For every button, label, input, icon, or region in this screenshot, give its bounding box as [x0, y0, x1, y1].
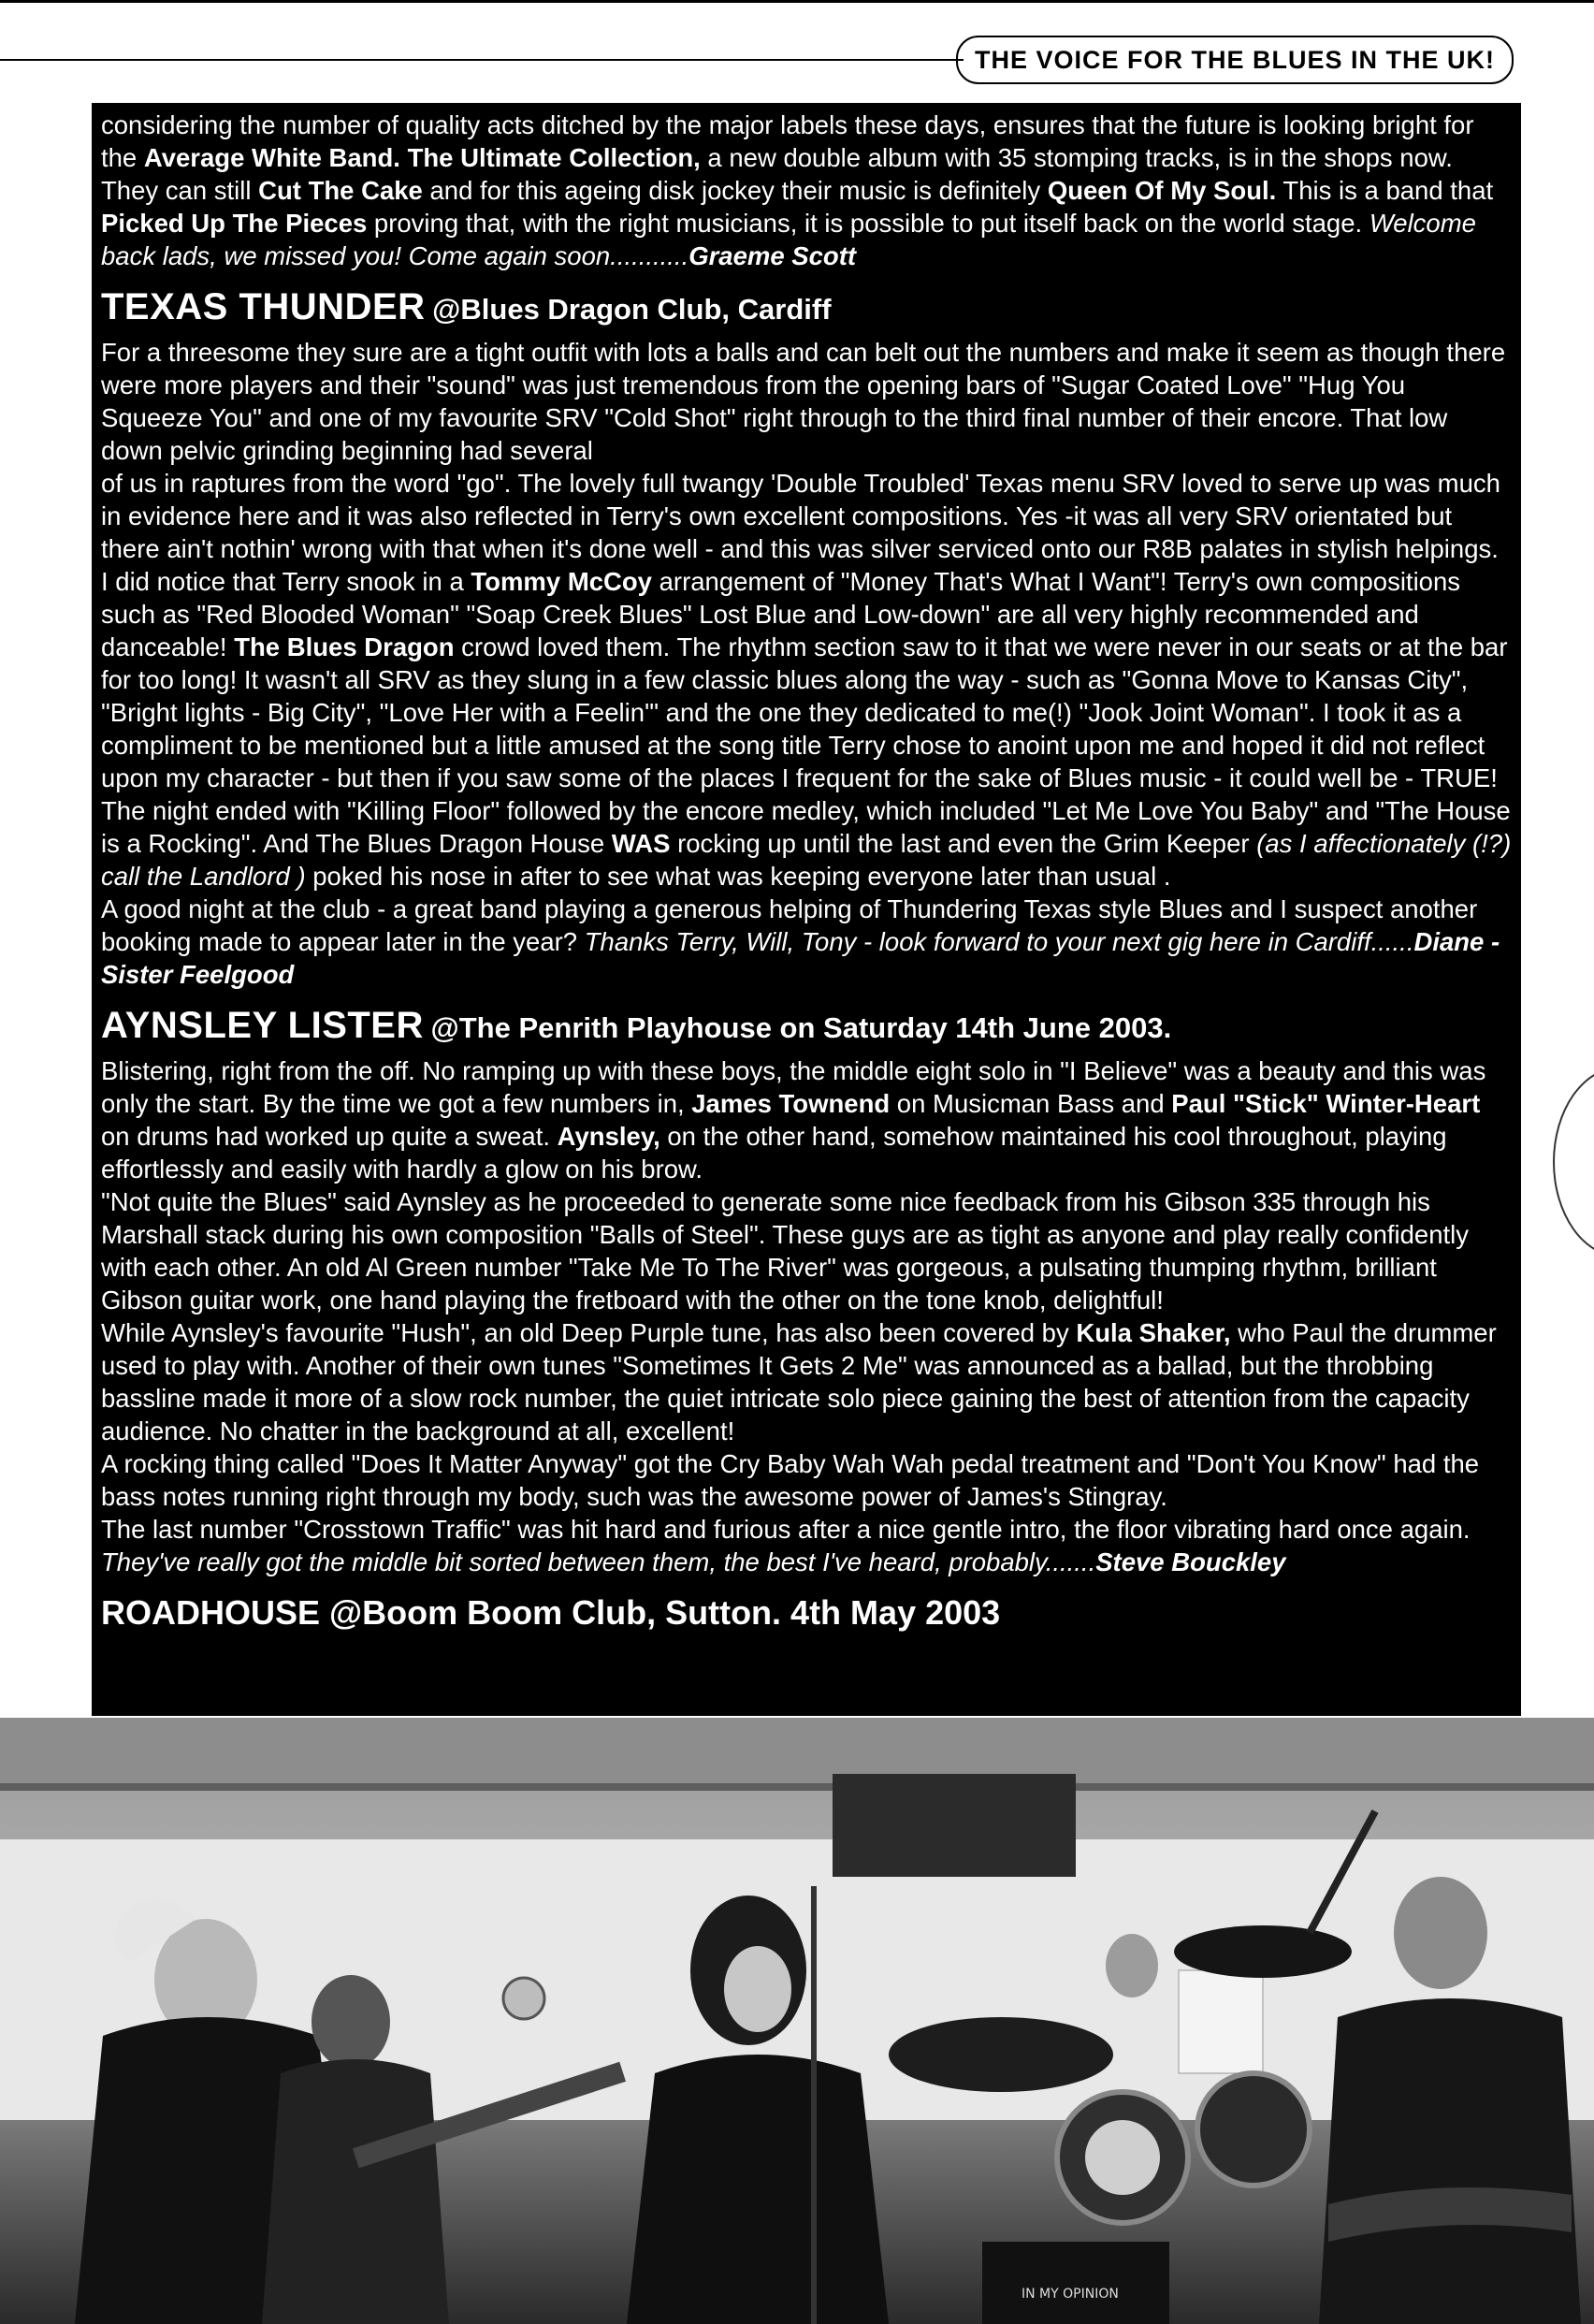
intro-closing: Welcome back lads, we missed you! Come again soon........... — [101, 209, 1476, 270]
aynsley-signature: Steve Bouckley — [1095, 1547, 1286, 1576]
page-header — [0, 36, 1594, 84]
texas-thunder-heading — [101, 283, 1512, 334]
intro-bold-3: Cut The Cake — [258, 176, 423, 205]
texas-venue: @Blues Dragon Club, Cardiff — [432, 293, 832, 326]
aynsley-band-name: AYNSLEY LISTER — [101, 1005, 424, 1046]
intro-bold-2: The Ultimate Collection, — [407, 143, 701, 172]
texas-paragraph-2: of us in raptures from the word "go". The lovely full twangy 'Double Troubled' Texas menu SRV loved to serve up was much in evidence here and it was also reflected in Terry's own excellent compositions. Yes -it was all very SRV orientated but there ain't nothin' wrong with that when it's done well - and this was silver serviced onto our R8B palates in stylish helpings. — [101, 469, 1500, 563]
band-photo — [0, 1718, 1594, 2324]
texas-paragraph-3: I did notice that Terry snook in a Tommy McCoy arrangement of "Money That's What I Want"! Terry's own compositions such as "Red Blooded Woman" "Soap Creek Blues" Lost Blue and Low-down" are all very highly recommended and danceable! The Blues Dragon crowd loved them. The rhythm section saw to it that we were never in our seats or at the bar for too long! It wasn't all SRV as they slung in a few classic blues along the way - such as "Gonna Move to Kansas City", "Bright lights - Big City", "Love Her with a Feelin'" and the one they dedicated to me(!) "Jook Joint Woman". I took it as a compliment to be mentioned but a little amused at the song title Terry chose to anoint upon me and hoped it did not reflect upon my character - but then if you saw some of the places I frequent for the sake of Blues music - it could well be - TRUE! The night ended with "Killing Floor" followed by the encore medley, which included "Let Me Love You Baby" and "The House is a Rocking". And The Blues Dragon House WAS rocking up until the last and even the Grim Keeper (as I affectionately (!?) call the Landlord ) poked his nose in after to see what was keeping everyone later than usual . — [101, 567, 1512, 891]
article-panel — [92, 103, 1521, 1716]
aynsley-paragraph-3: While Aynsley's favourite "Hush", an old Deep Purple tune, has also been covered by Kula Shaker, who Paul the drummer used to play with. Another of their own tunes "Sometimes It Gets 2 Me" was announced as a ballad, but the throbbing bassline made it more of a slow rock number, the quiet intricate solo piece gaining the best of attention from the capacity audience. No chatter in the background at all, excellent! — [101, 1318, 1497, 1445]
aynsley-venue: @The Penrith Playhouse on Saturday 14th June 2003. — [430, 1011, 1172, 1044]
aynsley-paragraph-4: A rocking thing called "Does It Matter Anyway" got the Cry Baby Wah Wah pedal treatment and "Don't You Know" had the bass notes running right through my body, such was the awesome power of James's Stingray. — [101, 1449, 1480, 1511]
intro-signature: Graeme Scott — [688, 241, 857, 270]
roadhouse-heading: ROADHOUSE @Boom Boom Club, Sutton. 4th May 2003 — [101, 1593, 1001, 1632]
texas-paragraph-4: A good night at the club - a great band playing a generous helping of Thundering Texas style Blues and I suspect another booking made to appear later in the year? Thanks Terry, Will, Tony - look forward to your next gig here in Cardiff......Diane - Sister Feelgood — [101, 894, 1500, 989]
page-edge-circle — [1553, 1067, 1594, 1257]
header-tagline: THE VOICE FOR THE BLUES IN THE UK! — [956, 36, 1514, 84]
aynsley-paragraph-5: The last number "Crosstown Traffic" was hit hard and furious after a nice gentle intro, the floor vibrating hard once again. They've really got the middle bit sorted between them, the best I've heard, probably.......Steve Bouckley — [101, 1515, 1471, 1576]
texas-band-name: TEXAS THUNDER — [101, 286, 426, 327]
header-rule — [0, 59, 964, 61]
aynsley-paragraph-1: Blistering, right from the off. No ramping up with these boys, the middle eight solo in "I Believe" was a beauty and this was only the start. By the time we got a few numbers in, James Townend on Musicman Bass and Paul "Stick" Winter-Heart on drums had worked up quite a sweat. Aynsley, on the other hand, somehow maintained his cool throughout, playing effortlessly and easily with hardly a glow on his brow. — [101, 1056, 1486, 1184]
drum-head-text: IN MY OPINION — [1022, 2287, 1119, 2302]
aynsley-paragraph-2: "Not quite the Blues" said Aynsley as he proceeded to generate some nice feedback from his Gibson 335 through his Marshall stack during his own composition "Balls of Steel". These guys are as tight as anyone and play really confidently with each other. An old Al Green number "Take Me To The River" was gorgeous, a pulsating thumping rhythm, brilliant Gibson guitar work, one hand playing the fretboard with the other on the tone knob, delightful! — [101, 1187, 1470, 1315]
top-rule — [0, 0, 1594, 3]
aynsley-lister-heading — [101, 1002, 1512, 1053]
intro-bold-4: Queen Of My Soul. — [1047, 176, 1277, 205]
band-photo-illustration — [0, 1718, 1594, 2324]
texas-signature: Diane - Sister Feelgood — [101, 927, 1500, 989]
intro-paragraph: considering the number of quality acts ditched by the major labels these days, ensures that the future is looking bright for the Average White Band. The Ultimate Collection, a new double album with 35 stomping tracks, is in the shops now. They can still Cut The Cake and for this ageing disk jockey their music is definitely Queen Of My Soul. This is a band that Picked Up The Pieces proving that, with the right musicians, it is possible to put itself back on the world stage. Welcome back lads, we missed you! Come again soon...........Graeme Scott — [101, 110, 1494, 270]
intro-bold-1: Average White Band. — [143, 143, 400, 172]
texas-paragraph-1: For a threesome they sure are a tight outfit with lots a balls and can belt out the numbers and make it seem as though there were more players and their "sound" was just tremendous from the opening bars of "Sugar Coated Love" "Hug You Squeeze You" and one of my favourite SRV "Cold Shot" right through to the third final number of their encore. That low down pelvic grinding beginning had several — [101, 338, 1506, 465]
intro-bold-5: Picked Up The Pieces — [101, 209, 368, 238]
